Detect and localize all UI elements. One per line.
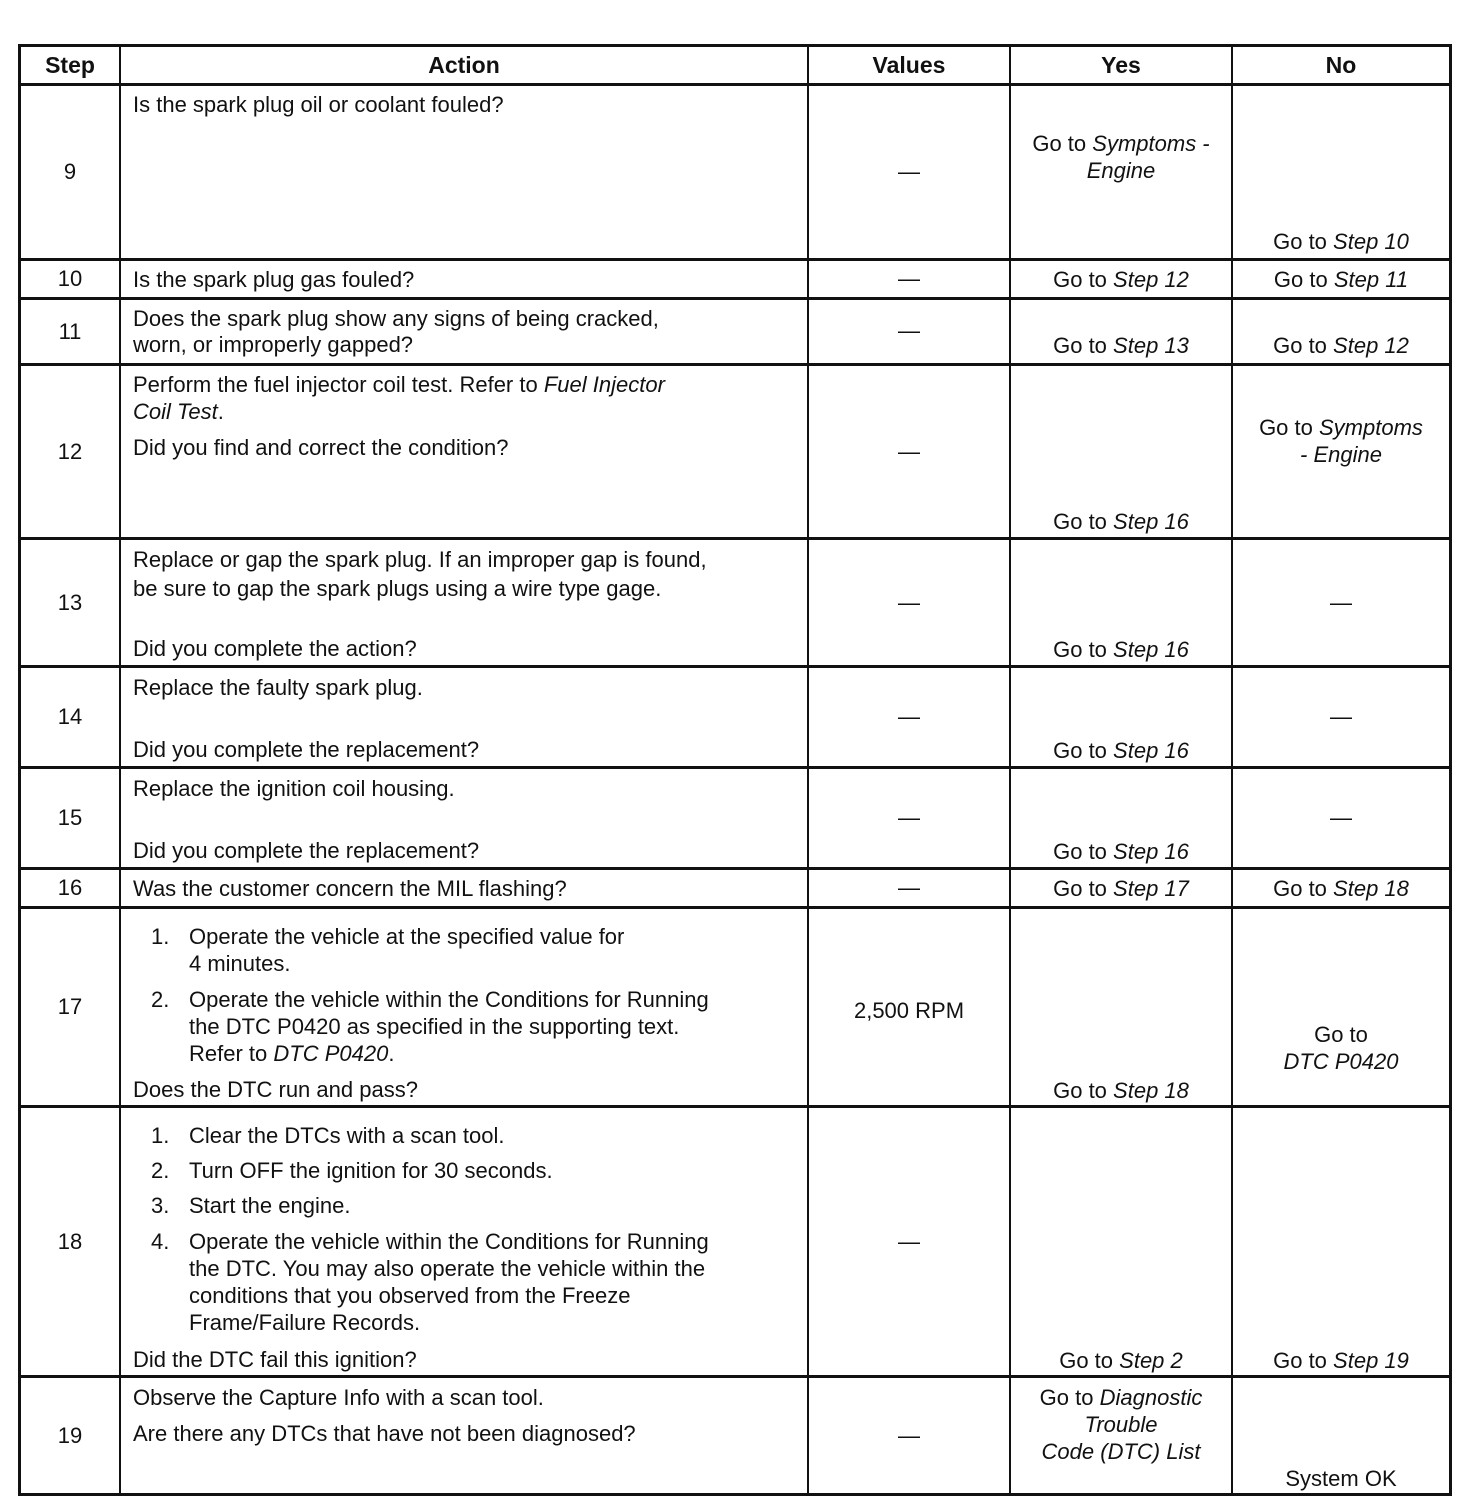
- yes-cell: Go to Step 17: [1011, 870, 1233, 906]
- yes-cell: Go to Step 16: [1011, 668, 1233, 766]
- table-row: [21, 366, 1449, 540]
- values-cell: —: [809, 870, 1011, 906]
- action-cell: Was the customer concern the MIL flashing?: [121, 870, 809, 906]
- step-number: 13: [21, 540, 121, 665]
- step-number: 11: [21, 300, 121, 363]
- action-cell: Does the spark plug show any signs of being cracked, worn, or improperly gapped?: [121, 300, 809, 363]
- no-cell: —: [1330, 704, 1352, 729]
- action-cell: Replace or gap the spark plug. If an improper gap is found, be sure to gap the spark plugs using a wire type gage. Did you complete the action?: [121, 540, 809, 665]
- step-number: 19: [21, 1378, 121, 1493]
- table-row: [21, 1108, 1449, 1378]
- yes-cell: Go to Step 16: [1011, 769, 1233, 867]
- no-cell: Go to Step 12: [1273, 333, 1409, 358]
- no-cell: Go to Step 11: [1273, 267, 1409, 292]
- step-number: 16: [21, 870, 121, 906]
- yes-cell: Go to Diagnostic Trouble Code (DTC) List: [1011, 1378, 1233, 1493]
- no-cell: System OK: [1285, 1466, 1397, 1491]
- yes-cell: Go to Step 12: [1011, 261, 1233, 297]
- no-cell: Go to Step 10: [1273, 229, 1409, 254]
- step-number: 9: [21, 86, 121, 258]
- values-cell: —: [809, 1108, 1011, 1375]
- action-cell: Is the spark plug oil or coolant fouled?: [121, 86, 809, 258]
- values-cell: —: [809, 769, 1011, 867]
- table-row: [21, 909, 1449, 1108]
- step-number: 10: [21, 261, 121, 297]
- yes-cell: Go to Step 16: [1011, 540, 1233, 665]
- no-cell: Go to DTC P0420: [1283, 1022, 1399, 1074]
- values-cell: 2,500 RPM: [809, 909, 1011, 1105]
- yes-cell: Go to Step 13: [1011, 300, 1233, 363]
- table-row: [21, 769, 1449, 870]
- yes-cell: Go to Symptoms - Engine: [1011, 86, 1233, 258]
- values-cell: —: [809, 86, 1011, 258]
- table-row: [21, 86, 1449, 261]
- no-cell: Go to Step 19: [1273, 1348, 1409, 1373]
- values-cell: —: [809, 540, 1011, 665]
- yes-cell: Go to Step 18: [1011, 909, 1233, 1105]
- action-cell: Replace the faulty spark plug. Did you complete the replacement?: [121, 668, 809, 766]
- action-cell: Is the spark plug gas fouled?: [121, 261, 809, 297]
- diagnostic-table: [18, 44, 1452, 1496]
- table-row: [21, 668, 1449, 769]
- header-values: Values: [809, 47, 1011, 83]
- no-cell: Go to Step 18: [1273, 876, 1409, 901]
- step-number: 15: [21, 769, 121, 867]
- values-cell: —: [809, 300, 1011, 363]
- step-number: 12: [21, 366, 121, 537]
- table-row: [21, 1378, 1449, 1493]
- step-number: 17: [21, 909, 121, 1105]
- no-cell: Go to Symptoms - Engine: [1259, 415, 1423, 467]
- action-cell: 1. Operate the vehicle at the specified value for 4 minutes. 2. Operate the vehicle within the Conditions for Running the DTC P0420 as specified in the supporting text. Refer to DTC P0420. Does the DTC run and pass?: [121, 909, 809, 1105]
- header-yes: Yes: [1011, 47, 1233, 83]
- no-cell: —: [1330, 589, 1352, 615]
- action-cell: Replace the ignition coil housing. Did you complete the replacement?: [121, 769, 809, 867]
- yes-cell: Go to Step 16: [1011, 366, 1233, 537]
- table-row: [21, 300, 1449, 366]
- yes-cell: Go to Step 2: [1011, 1108, 1233, 1375]
- table-row: [21, 261, 1449, 300]
- table-row: [21, 540, 1449, 668]
- action-cell: 1. Clear the DTCs with a scan tool. 2. Turn OFF the ignition for 30 seconds. 3. Start the engine. 4. Operate the vehicle within the Conditions for Running the DTC. You may also operate the vehicle within the conditions that you observed from the Freeze Frame/Failure Records. Did the DTC fail this ignition?: [121, 1108, 809, 1375]
- table-header: [21, 47, 1449, 86]
- no-cell: —: [1330, 805, 1352, 830]
- header-action: Action: [121, 47, 809, 83]
- table-row: [21, 870, 1449, 909]
- action-cell: Observe the Capture Info with a scan tool. Are there any DTCs that have not been diagnosed?: [121, 1378, 809, 1493]
- values-cell: —: [809, 668, 1011, 766]
- header-no: No: [1325, 51, 1357, 78]
- action-cell: Perform the fuel injector coil test. Refer to Fuel Injector Coil Test. Did you find and correct the condition?: [121, 366, 809, 537]
- step-number: 14: [21, 668, 121, 766]
- values-cell: —: [809, 366, 1011, 537]
- step-number: 18: [21, 1108, 121, 1375]
- values-cell: —: [809, 1378, 1011, 1493]
- values-cell: —: [809, 261, 1011, 297]
- header-step: Step: [21, 47, 121, 83]
